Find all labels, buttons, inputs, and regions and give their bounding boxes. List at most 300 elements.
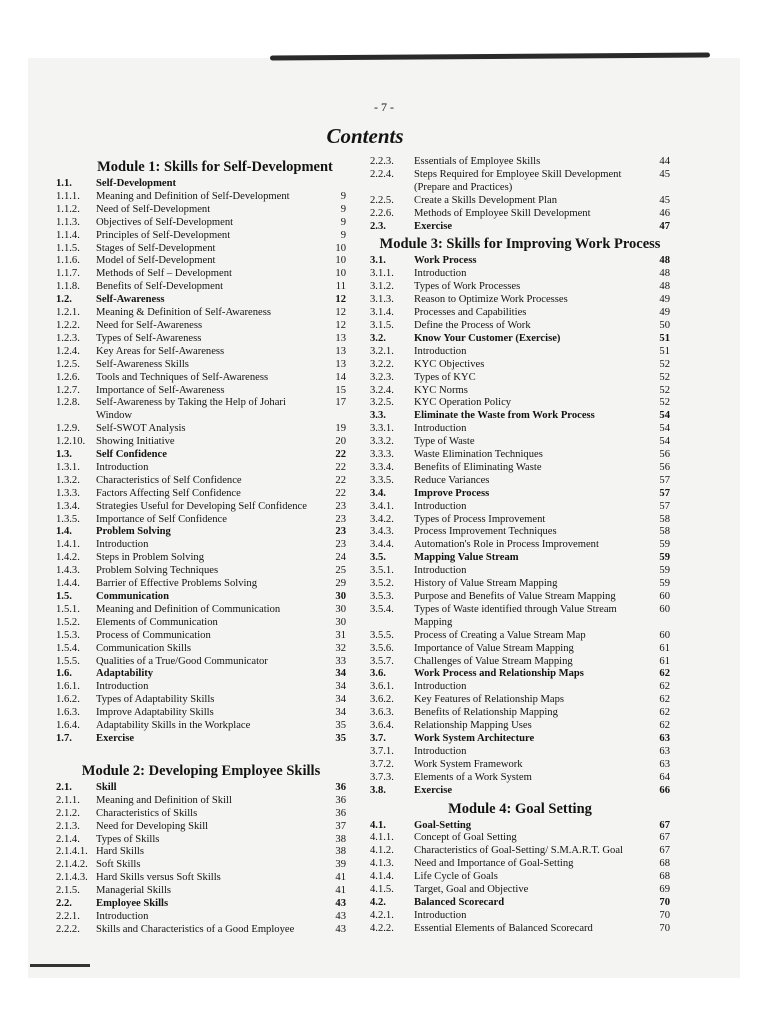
- toc-entry[interactable]: [370, 281, 670, 294]
- entry-title: History of Value Stream Mapping: [414, 578, 558, 590]
- entry-page: 32: [335, 642, 346, 654]
- entry-title: Types of Self-Awareness: [96, 332, 202, 344]
- toc-entry[interactable]: [56, 462, 346, 475]
- toc-entry[interactable]: [370, 871, 670, 884]
- entry-number: 3.4.3.: [370, 526, 394, 538]
- toc-entry[interactable]: [56, 191, 346, 204]
- entry-page: 52: [659, 384, 670, 396]
- entry-number: 3.1.4.: [370, 307, 394, 319]
- entry-title: Meaning & Definition of Self-Awareness: [96, 307, 271, 319]
- entry-page: 67: [659, 845, 670, 857]
- entry-title: Life Cycle of Goals: [414, 871, 498, 883]
- entry-title: Steps in Problem Solving: [96, 552, 205, 564]
- toc-section-entry[interactable]: [370, 333, 670, 346]
- toc-entry[interactable]: [56, 346, 346, 359]
- entry-title: Exercise: [414, 784, 453, 796]
- toc-entry[interactable]: [56, 808, 346, 821]
- entry-title: Self-Awareness by Taking the Help of Johari Window: [96, 397, 286, 422]
- toc-entry[interactable]: [370, 195, 670, 208]
- toc-section-entry[interactable]: [370, 897, 670, 910]
- toc-entry[interactable]: [370, 156, 670, 169]
- entry-title: Meaning and Definition of Communication: [96, 603, 281, 615]
- entry-number: 2.1.4.1.: [56, 846, 88, 858]
- toc-entry[interactable]: [56, 268, 346, 281]
- toc-entry[interactable]: [56, 204, 346, 217]
- entry-title: KYC Objectives: [414, 358, 485, 370]
- entry-number: 3.6.3.: [370, 707, 394, 719]
- toc-entry[interactable]: [56, 795, 346, 808]
- module-heading: Module 4: Goal Setting: [448, 800, 592, 817]
- entry-number: 1.3.3.: [56, 487, 80, 499]
- toc-entry[interactable]: [56, 565, 346, 578]
- entry-page: 48: [659, 268, 670, 280]
- entry-title: Introduction: [414, 909, 467, 921]
- entry-page: 10: [335, 242, 346, 254]
- toc-entry[interactable]: [56, 307, 346, 320]
- toc-entry[interactable]: [370, 910, 670, 923]
- toc-entry[interactable]: [56, 656, 346, 669]
- entry-number: 1.4.: [56, 526, 72, 538]
- toc-entry[interactable]: [56, 230, 346, 243]
- entry-number: 3.2.2.: [370, 358, 394, 370]
- entry-title: Tools and Techniques of Self-Awareness: [96, 371, 269, 383]
- entry-title: Introduction: [96, 461, 149, 473]
- toc-entry[interactable]: [56, 281, 346, 294]
- entry-number: 3.7.: [370, 732, 386, 744]
- toc-entry[interactable]: [56, 834, 346, 847]
- toc-entry[interactable]: [370, 656, 670, 669]
- entry-number: 3.5.2.: [370, 578, 394, 590]
- entry-page: 60: [659, 603, 670, 615]
- entry-title: Benefits of Self-Development: [96, 281, 224, 293]
- entry-page: 15: [335, 384, 346, 396]
- toc-entry[interactable]: [370, 858, 670, 871]
- toc-entry[interactable]: [370, 720, 670, 733]
- entry-page: 13: [335, 358, 346, 370]
- entry-title: Work System Architecture: [414, 732, 535, 744]
- entry-number: 1.1.1.: [56, 190, 80, 202]
- entry-number: 1.3.: [56, 449, 72, 461]
- entry-number: 2.1.4.: [56, 833, 80, 845]
- entry-number: 1.5.: [56, 591, 72, 602]
- entry-title: Waste Elimination Techniques: [414, 449, 543, 461]
- toc-entry[interactable]: [56, 872, 346, 885]
- entry-page: 33: [335, 655, 346, 667]
- entry-page: 62: [659, 707, 670, 719]
- entry-number: 3.5.6.: [370, 642, 394, 654]
- toc-section-entry[interactable]: [370, 410, 670, 423]
- entry-title: Improve Process: [414, 487, 490, 499]
- toc-entry[interactable]: [370, 514, 670, 527]
- entry-number: 1.2.4.: [56, 345, 80, 357]
- entry-title: Process of Communication: [96, 629, 211, 641]
- entry-page: 70: [659, 909, 670, 921]
- toc-entry[interactable]: [370, 346, 670, 359]
- toc-entry[interactable]: [56, 217, 346, 230]
- toc-entry[interactable]: [56, 333, 346, 346]
- entry-number: 3.1.3.: [370, 294, 394, 306]
- entry-page: 35: [335, 732, 346, 744]
- entry-number: 3.3.: [370, 410, 386, 422]
- entry-number: 1.1.8.: [56, 281, 80, 293]
- toc-entry[interactable]: [56, 539, 346, 552]
- entry-number: 1.1.3.: [56, 216, 80, 228]
- entry-number: 1.5.3.: [56, 629, 80, 641]
- entry-page: 67: [659, 819, 670, 831]
- toc-entry[interactable]: [56, 385, 346, 398]
- toc-entry[interactable]: [370, 604, 670, 630]
- entry-page: 54: [659, 423, 670, 435]
- entry-number: 2.2.5.: [370, 194, 394, 206]
- entry-page: 48: [659, 255, 670, 267]
- toc-entry[interactable]: [56, 475, 346, 488]
- module-heading: Module 3: Skills for Improving Work Process: [379, 236, 661, 253]
- toc-entry[interactable]: [370, 320, 670, 333]
- toc-entry[interactable]: [56, 924, 346, 937]
- toc-entry[interactable]: [56, 397, 346, 423]
- toc-entry[interactable]: [370, 772, 670, 785]
- toc-section-entry[interactable]: [370, 552, 670, 565]
- entry-page: 43: [335, 910, 346, 922]
- entry-page: 66: [659, 784, 670, 796]
- entry-title: Need for Developing Skill: [96, 820, 209, 832]
- entry-title: Characteristics of Goal-Setting/ S.M.A.R.T. Goal: [414, 845, 623, 857]
- toc-entry[interactable]: [56, 423, 346, 436]
- entry-page: 30: [335, 603, 346, 615]
- toc-entry[interactable]: [56, 552, 346, 565]
- toc-entry[interactable]: [56, 821, 346, 834]
- entry-title: Create a Skills Development Plan: [414, 194, 557, 206]
- page-bottom-mark: [30, 964, 90, 967]
- entry-title: Process Improvement Techniques: [414, 526, 557, 538]
- entry-title: Self-Awareness Skills: [96, 358, 189, 370]
- entry-title: Introduction: [414, 345, 467, 357]
- toc-entry[interactable]: [370, 759, 670, 772]
- entry-title: Qualities of a True/Good Communicator: [96, 655, 268, 667]
- page-title: Contents: [326, 124, 404, 148]
- toc-entry[interactable]: [370, 832, 670, 845]
- entry-number: 3.6.: [370, 668, 386, 680]
- toc-entry[interactable]: [56, 681, 346, 694]
- entry-title: Process of Creating a Value Stream Map: [414, 629, 586, 641]
- entry-number: 1.4.3.: [56, 565, 80, 577]
- entry-title: Skills and Characteristics of a Good Employee: [96, 923, 295, 935]
- toc-entry[interactable]: [56, 578, 346, 591]
- toc-entry[interactable]: [370, 208, 670, 221]
- entry-page: 23: [335, 513, 346, 525]
- entry-title: Need for Self-Awareness: [96, 319, 203, 331]
- toc-entry[interactable]: [370, 643, 670, 656]
- toc-entry[interactable]: [56, 707, 346, 720]
- toc-entry[interactable]: [56, 320, 346, 333]
- entry-title: Type of Waste: [414, 436, 475, 448]
- entry-title: Hard Skills: [96, 846, 144, 858]
- entry-number: 3.6.1.: [370, 681, 394, 693]
- entry-title: Exercise: [414, 220, 453, 232]
- toc-entry[interactable]: [370, 591, 670, 604]
- entry-number: 4.1.3.: [370, 858, 394, 870]
- entry-page: 10: [335, 255, 346, 267]
- entry-number: 2.1.2.: [56, 807, 80, 819]
- entry-number: 4.2.1.: [370, 909, 394, 921]
- entry-number: 1.5.4.: [56, 642, 80, 654]
- toc-entry[interactable]: [370, 449, 670, 462]
- toc-entry[interactable]: [370, 169, 670, 195]
- entry-page: 44: [659, 156, 670, 167]
- toc-entry[interactable]: [56, 436, 346, 449]
- entry-number: 4.2.: [370, 896, 386, 908]
- entry-number: 3.7.3.: [370, 771, 394, 783]
- entry-title: Communication Skills: [96, 642, 192, 654]
- entry-number: 2.1.4.2.: [56, 859, 88, 871]
- entry-number: 1.3.5.: [56, 513, 80, 525]
- entry-page: 54: [659, 436, 670, 448]
- entry-number: 3.5.3.: [370, 591, 394, 602]
- toc-entry[interactable]: [370, 539, 670, 552]
- entry-title: Hard Skills versus Soft Skills: [96, 872, 221, 884]
- entry-page: 52: [659, 397, 670, 409]
- toc-entry[interactable]: [56, 720, 346, 733]
- entry-title: Self-SWOT Analysis: [96, 423, 186, 435]
- entry-number: 2.1.: [56, 781, 72, 793]
- entry-title: Elements of a Work System: [414, 771, 532, 783]
- toc-section-entry[interactable]: [56, 449, 346, 462]
- entry-page: 52: [659, 358, 670, 370]
- toc-section-entry[interactable]: [56, 782, 346, 795]
- entry-page: 41: [335, 885, 346, 897]
- entry-title: Types of Process Improvement: [414, 513, 546, 525]
- toc-section-entry[interactable]: [56, 591, 346, 604]
- entry-page: 38: [335, 846, 346, 858]
- entry-page: 11: [335, 281, 346, 293]
- toc-entry[interactable]: [370, 746, 670, 759]
- entry-title: Automation's Role in Process Improvement: [414, 539, 599, 551]
- entry-number: 3.3.1.: [370, 423, 394, 435]
- entry-title: Eliminate the Waste from Work Process: [414, 410, 595, 422]
- entry-title: Meaning and Definition of Skill: [96, 794, 232, 806]
- entry-number: 3.2.5.: [370, 397, 394, 409]
- toc-entry[interactable]: [370, 423, 670, 436]
- entry-title: Key Areas for Self-Awareness: [96, 345, 225, 357]
- toc-entry[interactable]: [370, 436, 670, 449]
- module-heading: Module 2: Developing Employee Skills: [81, 762, 321, 779]
- toc-entry[interactable]: [370, 681, 670, 694]
- entry-page: 17: [335, 397, 346, 409]
- entry-page: 9: [340, 203, 346, 215]
- entry-title: Types of KYC: [414, 371, 476, 383]
- entry-number: 3.3.2.: [370, 436, 394, 448]
- entry-page: 56: [659, 461, 670, 473]
- toc-entry[interactable]: [370, 397, 670, 410]
- entry-title: Self Confidence: [96, 449, 167, 461]
- entry-page: 41: [335, 872, 346, 884]
- entry-number: 2.2.2.: [56, 923, 80, 935]
- toc-entry[interactable]: [56, 514, 346, 527]
- entry-page: 60: [659, 629, 670, 641]
- entry-page: 13: [335, 345, 346, 357]
- toc-section-entry[interactable]: [370, 255, 670, 268]
- entry-page: 47: [659, 220, 670, 232]
- entry-page: 59: [659, 565, 670, 577]
- toc-entry[interactable]: [370, 923, 670, 936]
- entry-page: 14: [335, 371, 346, 383]
- toc-section-entry[interactable]: [56, 898, 346, 911]
- entry-title: Importance of Self-Awareness: [96, 384, 225, 396]
- entry-title: Factors Affecting Self Confidence: [96, 487, 241, 499]
- toc-entry[interactable]: [370, 462, 670, 475]
- toc-entry[interactable]: [56, 359, 346, 372]
- entry-number: 3.4.1.: [370, 500, 394, 512]
- entry-page: 12: [335, 307, 346, 319]
- entry-number: 1.3.1.: [56, 461, 80, 473]
- toc-section-entry[interactable]: [370, 668, 670, 681]
- toc-section-entry[interactable]: [56, 668, 346, 681]
- toc-entry[interactable]: [370, 307, 670, 320]
- entry-page: 9: [340, 216, 346, 228]
- entry-title: Skill: [96, 781, 117, 793]
- entry-number: 2.1.5.: [56, 885, 80, 897]
- toc-entry[interactable]: [370, 845, 670, 858]
- entry-page: 60: [659, 591, 670, 602]
- entry-page: 61: [659, 642, 670, 654]
- entry-number: 1.1.5.: [56, 242, 80, 254]
- toc-entry[interactable]: [370, 385, 670, 398]
- toc-entry[interactable]: [370, 294, 670, 307]
- entry-title: Challenges of Value Stream Mapping: [414, 655, 573, 667]
- toc-entry[interactable]: [370, 884, 670, 897]
- entry-page: 49: [659, 307, 670, 319]
- toc-section-entry[interactable]: [56, 178, 346, 191]
- entry-page: 30: [335, 616, 346, 628]
- toc-entry[interactable]: [56, 694, 346, 707]
- entry-number: 4.1.5.: [370, 884, 394, 896]
- toc-entry[interactable]: [56, 501, 346, 514]
- entry-title: Methods of Employee Skill Development: [414, 207, 591, 219]
- entry-page: 22: [335, 449, 346, 461]
- entry-title: Self-Awareness: [96, 294, 165, 306]
- entry-title: Barrier of Effective Problems Solving: [96, 578, 258, 590]
- toc-section-entry[interactable]: [370, 820, 670, 833]
- entry-title: Types of Adaptability Skills: [96, 694, 215, 706]
- entry-number: 3.2.3.: [370, 371, 394, 383]
- entry-title: Managerial Skills: [96, 885, 172, 897]
- entry-title: Goal-Setting: [414, 819, 472, 831]
- entry-page: 23: [335, 539, 346, 551]
- toc-section-entry[interactable]: [56, 526, 346, 539]
- entry-page: 61: [659, 655, 670, 667]
- entry-number: 1.4.1.: [56, 539, 80, 551]
- entry-number: 1.1.: [56, 178, 72, 189]
- entry-page: 43: [335, 923, 346, 935]
- toc-entry[interactable]: [370, 526, 670, 539]
- toc-entry[interactable]: [56, 617, 346, 630]
- entry-page: 38: [335, 833, 346, 845]
- entry-number: 3.7.1.: [370, 745, 394, 757]
- entry-title: Balanced Scorecard: [414, 896, 505, 908]
- entry-title: Introduction: [414, 745, 467, 757]
- toc-entry[interactable]: [56, 604, 346, 617]
- toc-section-entry[interactable]: [370, 488, 670, 501]
- toc-section-entry[interactable]: [56, 733, 346, 746]
- entry-title: Importance of Self Confidence: [96, 513, 227, 525]
- entry-page: 24: [335, 552, 346, 564]
- toc-section-entry[interactable]: [370, 221, 670, 234]
- entry-number: 1.4.2.: [56, 552, 80, 564]
- entry-number: 3.4.: [370, 487, 386, 499]
- entry-number: 3.3.4.: [370, 461, 394, 473]
- entry-page: 70: [659, 896, 670, 908]
- toc-left-column: [56, 156, 346, 937]
- entry-page: 13: [335, 332, 346, 344]
- entry-page: 63: [659, 758, 670, 770]
- toc-entry[interactable]: [370, 501, 670, 514]
- entry-title: Introduction: [414, 268, 467, 280]
- toc-entry[interactable]: [370, 630, 670, 643]
- module-heading: Module 1: Skills for Self-Development: [97, 159, 333, 175]
- entry-page: 54: [659, 410, 670, 422]
- toc-entry[interactable]: [370, 372, 670, 385]
- entry-number: 1.6.3.: [56, 707, 80, 719]
- entry-number: 4.1.4.: [370, 871, 394, 883]
- toc-entry[interactable]: [56, 846, 346, 859]
- entry-number: 2.2.6.: [370, 207, 394, 219]
- entry-number: 2.1.4.3.: [56, 872, 88, 884]
- toc-entry[interactable]: [56, 488, 346, 501]
- entry-title: Reason to Optimize Work Processes: [414, 294, 568, 306]
- entry-page: 22: [335, 474, 346, 486]
- entry-page: 43: [335, 898, 346, 910]
- entry-page: 30: [335, 591, 346, 602]
- entry-page: 58: [659, 513, 670, 525]
- toc-entry[interactable]: [56, 372, 346, 385]
- toc-entry[interactable]: [56, 643, 346, 656]
- toc-entry[interactable]: [370, 359, 670, 372]
- toc-entry[interactable]: [56, 859, 346, 872]
- toc-entry[interactable]: [56, 885, 346, 898]
- entry-page: 34: [335, 681, 346, 693]
- toc-entry[interactable]: [370, 565, 670, 578]
- toc-entry[interactable]: [56, 243, 346, 256]
- toc-entry[interactable]: [56, 911, 346, 924]
- toc-section-entry[interactable]: [370, 733, 670, 746]
- toc-entry[interactable]: [370, 268, 670, 281]
- entry-number: 3.1.2.: [370, 281, 394, 293]
- toc-entry[interactable]: [370, 707, 670, 720]
- entry-title: Key Features of Relationship Maps: [414, 694, 565, 706]
- toc-entry[interactable]: [56, 255, 346, 268]
- entry-title: Principles of Self-Development: [96, 229, 231, 241]
- entry-title: Introduction: [96, 910, 149, 922]
- entry-page: 63: [659, 732, 670, 744]
- entry-title: Model of Self-Development: [96, 255, 216, 267]
- entry-title: Define the Process of Work: [414, 319, 531, 331]
- toc-section-entry[interactable]: [56, 294, 346, 307]
- entry-title: Importance of Value Stream Mapping: [414, 642, 574, 654]
- entry-title: Concept of Goal Setting: [414, 832, 517, 844]
- entry-page: 67: [659, 832, 670, 844]
- entry-title: Strategies Useful for Developing Self Confidence: [96, 500, 307, 512]
- toc-entry[interactable]: [370, 475, 670, 488]
- toc-section-entry[interactable]: [370, 785, 670, 798]
- entry-page: 35: [335, 720, 346, 732]
- entry-number: 2.1.1.: [56, 794, 80, 806]
- entry-number: 1.3.2.: [56, 474, 80, 486]
- toc-entry[interactable]: [370, 694, 670, 707]
- toc-entry[interactable]: [370, 578, 670, 591]
- entry-page: 22: [335, 487, 346, 499]
- entry-number: 1.2.: [56, 294, 72, 306]
- toc-entry[interactable]: [56, 630, 346, 643]
